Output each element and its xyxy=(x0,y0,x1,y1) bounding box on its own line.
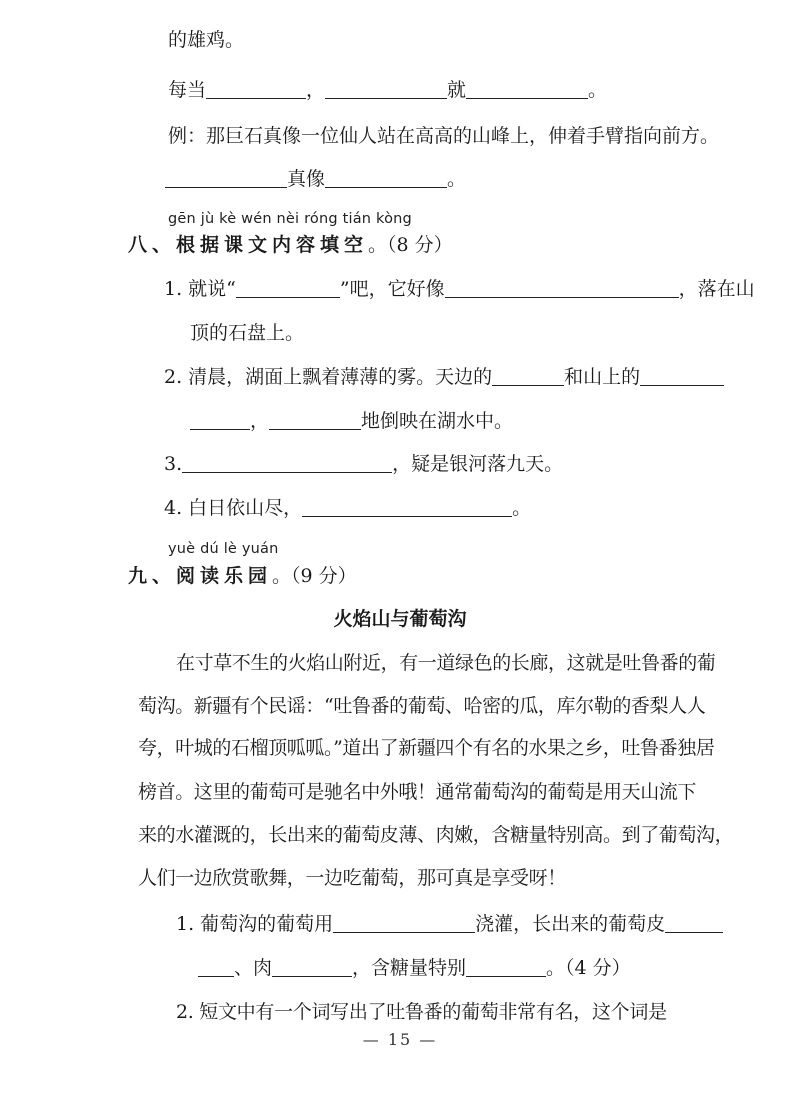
section-title: 九、阅读乐园 xyxy=(128,565,273,587)
text: 和山上的 xyxy=(564,366,641,388)
passage-line: 榜首。这里的葡萄可是驰名中外哦！通常葡萄沟的葡萄是用天山流下 xyxy=(138,781,697,803)
answer-blank[interactable] xyxy=(198,956,234,977)
answer-blank[interactable] xyxy=(206,78,306,99)
text: 。 xyxy=(447,168,467,190)
question-4 xyxy=(164,496,531,520)
text: ，含糖量特别 xyxy=(352,957,467,979)
answer-blank[interactable] xyxy=(272,956,352,977)
answer-blank[interactable] xyxy=(302,496,512,517)
section-heading xyxy=(128,230,453,257)
answer-blank[interactable] xyxy=(236,277,340,298)
text: 。 xyxy=(588,79,608,101)
example-text: 例：那巨石真像一位仙人站在高高的山峰上，伸着手臂指向前方。 xyxy=(168,125,720,147)
text: 每当 xyxy=(168,79,207,101)
text: 2. 清晨，湖面上飘着薄薄的雾。天边的 xyxy=(164,366,493,388)
fill-line xyxy=(168,78,607,102)
passage-line: 在寸草不生的火焰山附近，有一道绿色的长廊，这就是吐鲁番的葡 xyxy=(176,652,716,674)
section-score: 。（8 分） xyxy=(368,234,453,256)
reading-question-2 xyxy=(176,1000,667,1024)
question-3 xyxy=(164,452,563,476)
section-title: 八、根据课文内容填空 xyxy=(128,234,369,256)
reading-question-1 xyxy=(176,912,723,936)
question-2 xyxy=(164,365,724,389)
fill-line xyxy=(165,167,466,191)
answer-blank[interactable] xyxy=(640,365,724,386)
reading-question-1-cont xyxy=(198,956,631,980)
answer-blank[interactable] xyxy=(165,167,287,188)
answer-blank[interactable] xyxy=(182,452,392,473)
passage-line: 来的水灌溉的，长出来的葡萄皮薄、肉嫩，含糖量特别高。到了葡萄沟， xyxy=(138,824,734,846)
section-heading xyxy=(128,561,357,588)
example-line xyxy=(168,124,719,148)
text: 。（4 分） xyxy=(546,957,631,979)
answer-blank[interactable] xyxy=(269,409,361,430)
passage-line: 人们一边欣赏歌舞，一边吃葡萄，那可真是享受呀！ xyxy=(138,867,566,889)
passage-line: 夸，叶城的石榴顶呱呱。”道出了新疆四个有名的水果之乡，吐鲁番独居 xyxy=(138,737,715,759)
section-score: 。（9 分） xyxy=(272,565,357,587)
answer-blank[interactable] xyxy=(190,409,250,430)
text: 1. 就说“ xyxy=(164,278,236,300)
text: 地倒映在湖水中。 xyxy=(361,410,514,432)
text: ，疑是银河落九天。 xyxy=(392,453,564,475)
text-line xyxy=(168,28,244,52)
text: 。 xyxy=(512,497,532,519)
passage-line: 萄沟。新疆有个民谣：“吐鲁番的葡萄、哈密的瓜，库尔勒的香梨人人 xyxy=(138,695,706,717)
question-1 xyxy=(164,277,755,301)
answer-blank[interactable] xyxy=(492,365,564,386)
text: 2. 短文中有一个词写出了吐鲁番的葡萄非常有名，这个词是 xyxy=(176,1001,667,1023)
text: 3. xyxy=(164,453,183,475)
answer-blank[interactable] xyxy=(466,78,588,99)
answer-blank[interactable] xyxy=(665,912,723,933)
question-1-cont xyxy=(190,321,304,345)
text: ，落在山 xyxy=(678,278,755,300)
page-number: — 15 — xyxy=(362,1030,438,1049)
passage-title: 火焰山与葡萄沟 xyxy=(333,608,467,630)
text: 就 xyxy=(447,79,467,101)
answer-blank[interactable] xyxy=(445,277,679,298)
text: ”吧，它好像 xyxy=(339,278,445,300)
answer-blank[interactable] xyxy=(325,167,447,188)
text: 4. 白日依山尽， xyxy=(164,497,303,519)
answer-blank[interactable] xyxy=(333,912,475,933)
text: ， xyxy=(250,410,270,432)
answer-blank[interactable] xyxy=(466,956,546,977)
answer-blank[interactable] xyxy=(325,78,447,99)
text: 真像 xyxy=(287,168,326,190)
text: 、肉 xyxy=(234,957,273,979)
question-2-cont xyxy=(190,409,513,433)
text: 1. 葡萄沟的葡萄用 xyxy=(176,913,334,935)
text: 顶的石盘上。 xyxy=(190,322,305,344)
section-pinyin: yuè dú lè yuán xyxy=(168,541,279,557)
text: ， xyxy=(306,79,326,101)
section-pinyin: gēn jù kè wén nèi róng tián kòng xyxy=(168,211,412,227)
text: 浇灌，长出来的葡萄皮 xyxy=(475,913,666,935)
text: 的雄鸡。 xyxy=(168,29,245,51)
